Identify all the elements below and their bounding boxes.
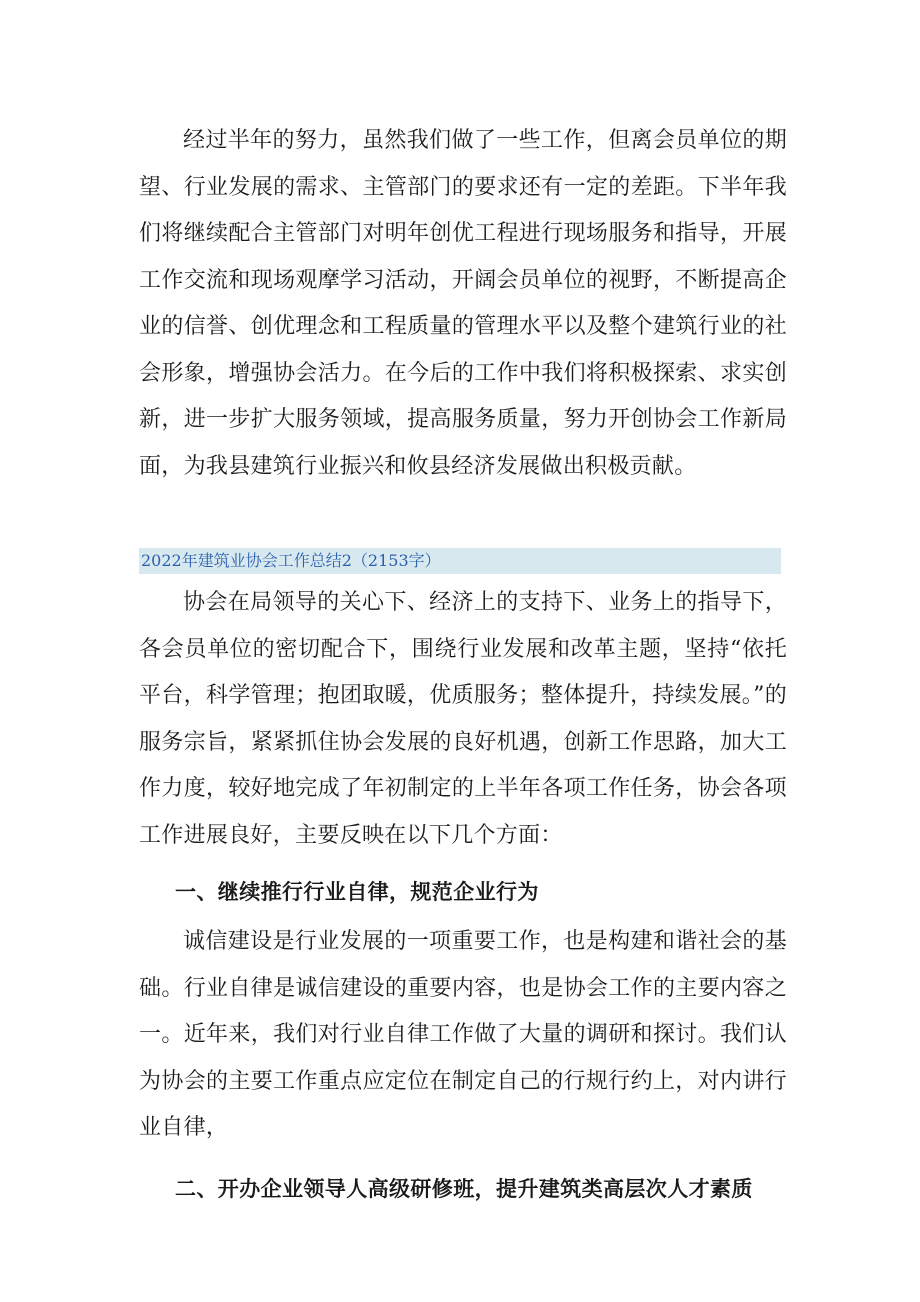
text-line: 完成了年初制定的上半年各项工作任务，协会各项工作进展良好，主要 [139, 776, 787, 848]
subheading-2: 二、开办企业领导人高级研修班，提升建筑类高层次人才素质 [175, 1176, 753, 1201]
text-line: 员单位的密切配合下，围绕行业发展和改革主题，坚持“依托平台，科 [139, 636, 787, 708]
paragraph-intro [139, 580, 787, 859]
subheading-1: 一、继续推行行业自律，规范企业行为 [175, 880, 539, 904]
text-line: 念和工程质量的管理水平以及整个建筑行业的社会形象，增强协会活力。 [139, 314, 787, 386]
text-line: 在今后的工作中我们将积极探索、求实创新，进一步扩大服务领域，提 [139, 360, 787, 432]
paragraph-integrity [139, 919, 787, 1152]
section-heading: 2022年建筑业协会工作总结2（2153字） [139, 548, 781, 574]
document-body [139, 580, 787, 1212]
text-line: 场观摩学习活动，开阔会员单位的视野，不断提高企业的信誉、创优理 [139, 267, 787, 339]
paragraph-summary [139, 118, 787, 490]
text-line: 学管理；抱团取暖，优质服务；整体提升，持续发展。”的服务宗旨， [139, 683, 787, 755]
text-line: 来，我们对行业自律工作做了大量的调研和探讨。我们认为协会的主要 [139, 1022, 787, 1094]
document-page [139, 118, 787, 490]
text-line: 反映在以下几个方面： [339, 822, 563, 848]
text-line: 紧紧抓住协会发展的良好机遇，创新工作思路，加大工作力度，较好地 [139, 729, 787, 801]
text-line: 行业发展的需求、主管部门的要求还有一定的差距。下半年我们将继续 [139, 174, 787, 246]
text-line: 高服务质量，努力开创协会工作新局面，为我县建筑行业振兴和攸县经 [139, 407, 787, 479]
text-line: 工作重点应定位在制定自己的行规行约上，对内讲行业自律， [139, 1068, 787, 1140]
text-line: 协会在局领导的关心下、经济上的支持下、业务上的指导下，各会 [139, 590, 787, 662]
text-line: 济发展做出积极贡献。 [473, 453, 697, 479]
text-line: 配合主管部门对明年创优工程进行现场服务和指导，开展工作交流和现 [139, 221, 787, 293]
text-line: 经过半年的努力，虽然我们做了一些工作，但离会员单位的期望、 [139, 128, 787, 200]
text-line: 诚信建设是行业发展的一项重要工作，也是构建和谐社会的基础。 [139, 929, 787, 1001]
text-line: 行业自律是诚信建设的重要内容，也是协会工作的主要内容之一。近年 [139, 975, 787, 1047]
